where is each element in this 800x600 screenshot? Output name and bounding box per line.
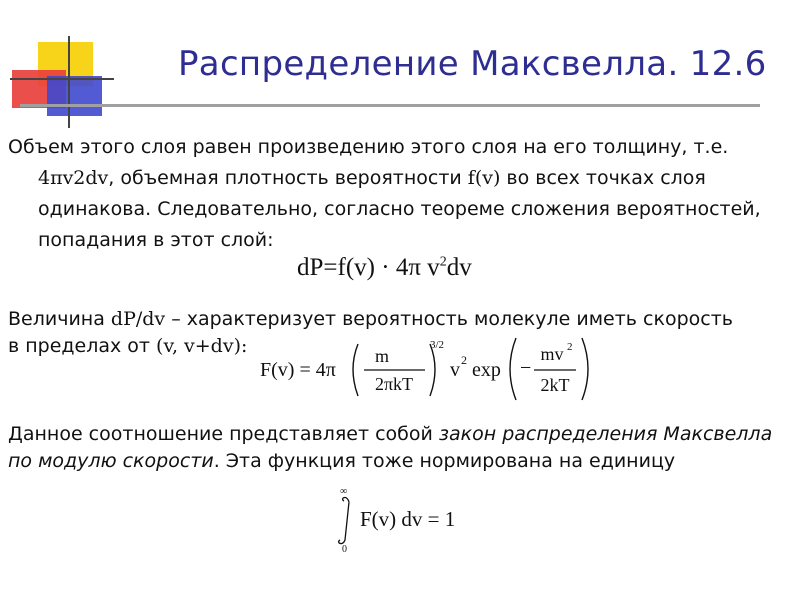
- paragraph-1-line-1: [8, 132, 728, 163]
- paragraph-2-line-2: [8, 331, 247, 362]
- paragraph-1-line-4-text: попадания в этот слой:: [38, 229, 274, 251]
- integral-sign: [339, 498, 349, 544]
- paragraph-1-line-3-text: одинакова. Следовательно, согласно теореме сложения вероятностей,: [38, 198, 761, 220]
- paragraph-1-line-2-text: , объемная плотность вероятности: [108, 167, 468, 189]
- formula-2-big-paren-right: [582, 338, 588, 400]
- formula-2-v-exponent: 2: [461, 353, 467, 367]
- formula-1-rhs: 4π v: [395, 254, 440, 281]
- paragraph-2-post: – характеризует вероятность молекуле иметь скорость: [165, 308, 733, 330]
- paragraph-2-line-2-text: в пределах от: [8, 335, 157, 357]
- formula-1-tail: dv: [446, 254, 472, 281]
- maxwell-law-term: закон распределения Максвелла: [438, 423, 773, 445]
- paragraph-3-pre: Данное соотношение представляет собой: [8, 423, 439, 445]
- formula-2-exp1: 3/2: [430, 339, 445, 351]
- paragraph-1-line-2: [38, 163, 706, 194]
- integral-lower-limit: 0: [342, 544, 347, 554]
- formula-2-paren-right: [430, 344, 435, 396]
- formula-2-den1: 2πkT: [374, 374, 414, 394]
- speed-modulus-term: по модулю скорости: [8, 450, 214, 472]
- formula-1-lhs: dP=f(v): [297, 254, 375, 281]
- maxwell-distribution-formula: [258, 334, 598, 404]
- decor-blue-square: [47, 76, 102, 116]
- formula-2-den2: 2kT: [540, 375, 570, 395]
- slide-title: Распределение Максвелла. 12.6: [178, 44, 767, 84]
- decor-vertical-line: [68, 36, 70, 128]
- formula-2-minus: −: [520, 357, 532, 379]
- paragraph-1-line-3: [38, 194, 761, 225]
- formula-2-big-paren-left: [510, 338, 516, 400]
- paragraph-1-line-4: [38, 225, 274, 256]
- integral-body: F(v) dv = 1: [360, 507, 456, 531]
- formula-2-v: v: [450, 359, 460, 381]
- velocity-interval: (v, v+dv):: [156, 335, 248, 357]
- derivative-expression: dP/dv: [110, 308, 166, 330]
- normalization-integral: [330, 482, 480, 554]
- formula-2-paren-left: [353, 344, 358, 396]
- formula-2-lhs: F(v) = 4π: [260, 359, 336, 381]
- formula-2-num2: mv: [540, 344, 564, 364]
- paragraph-1-line-1-text: Объем этого слоя равен произведению этого слоя на его толщину, т.е.: [8, 136, 729, 158]
- paragraph-1-line-2-rest: во всех точках слоя: [500, 167, 706, 189]
- formula-1-dot: ·: [381, 254, 390, 281]
- density-function: f(v): [467, 167, 501, 189]
- decor-horizontal-line: [10, 78, 114, 80]
- paragraph-3-line-2: [8, 446, 675, 477]
- integral-upper-limit: ∞: [340, 486, 348, 497]
- formula-2-exp-word: exp: [472, 359, 501, 381]
- formula-1-exponent: 2: [439, 254, 447, 270]
- formula-2-num2-exponent: 2: [567, 341, 573, 353]
- volume-expression: 4πv2dv: [38, 167, 109, 189]
- probability-formula: [297, 254, 472, 282]
- title-divider: [20, 104, 760, 107]
- paragraph-2-pre: Величина: [8, 308, 111, 330]
- paragraph-3-post: . Эта функция тоже нормирована на единицу: [213, 450, 676, 472]
- formula-2-num1: m: [374, 346, 390, 366]
